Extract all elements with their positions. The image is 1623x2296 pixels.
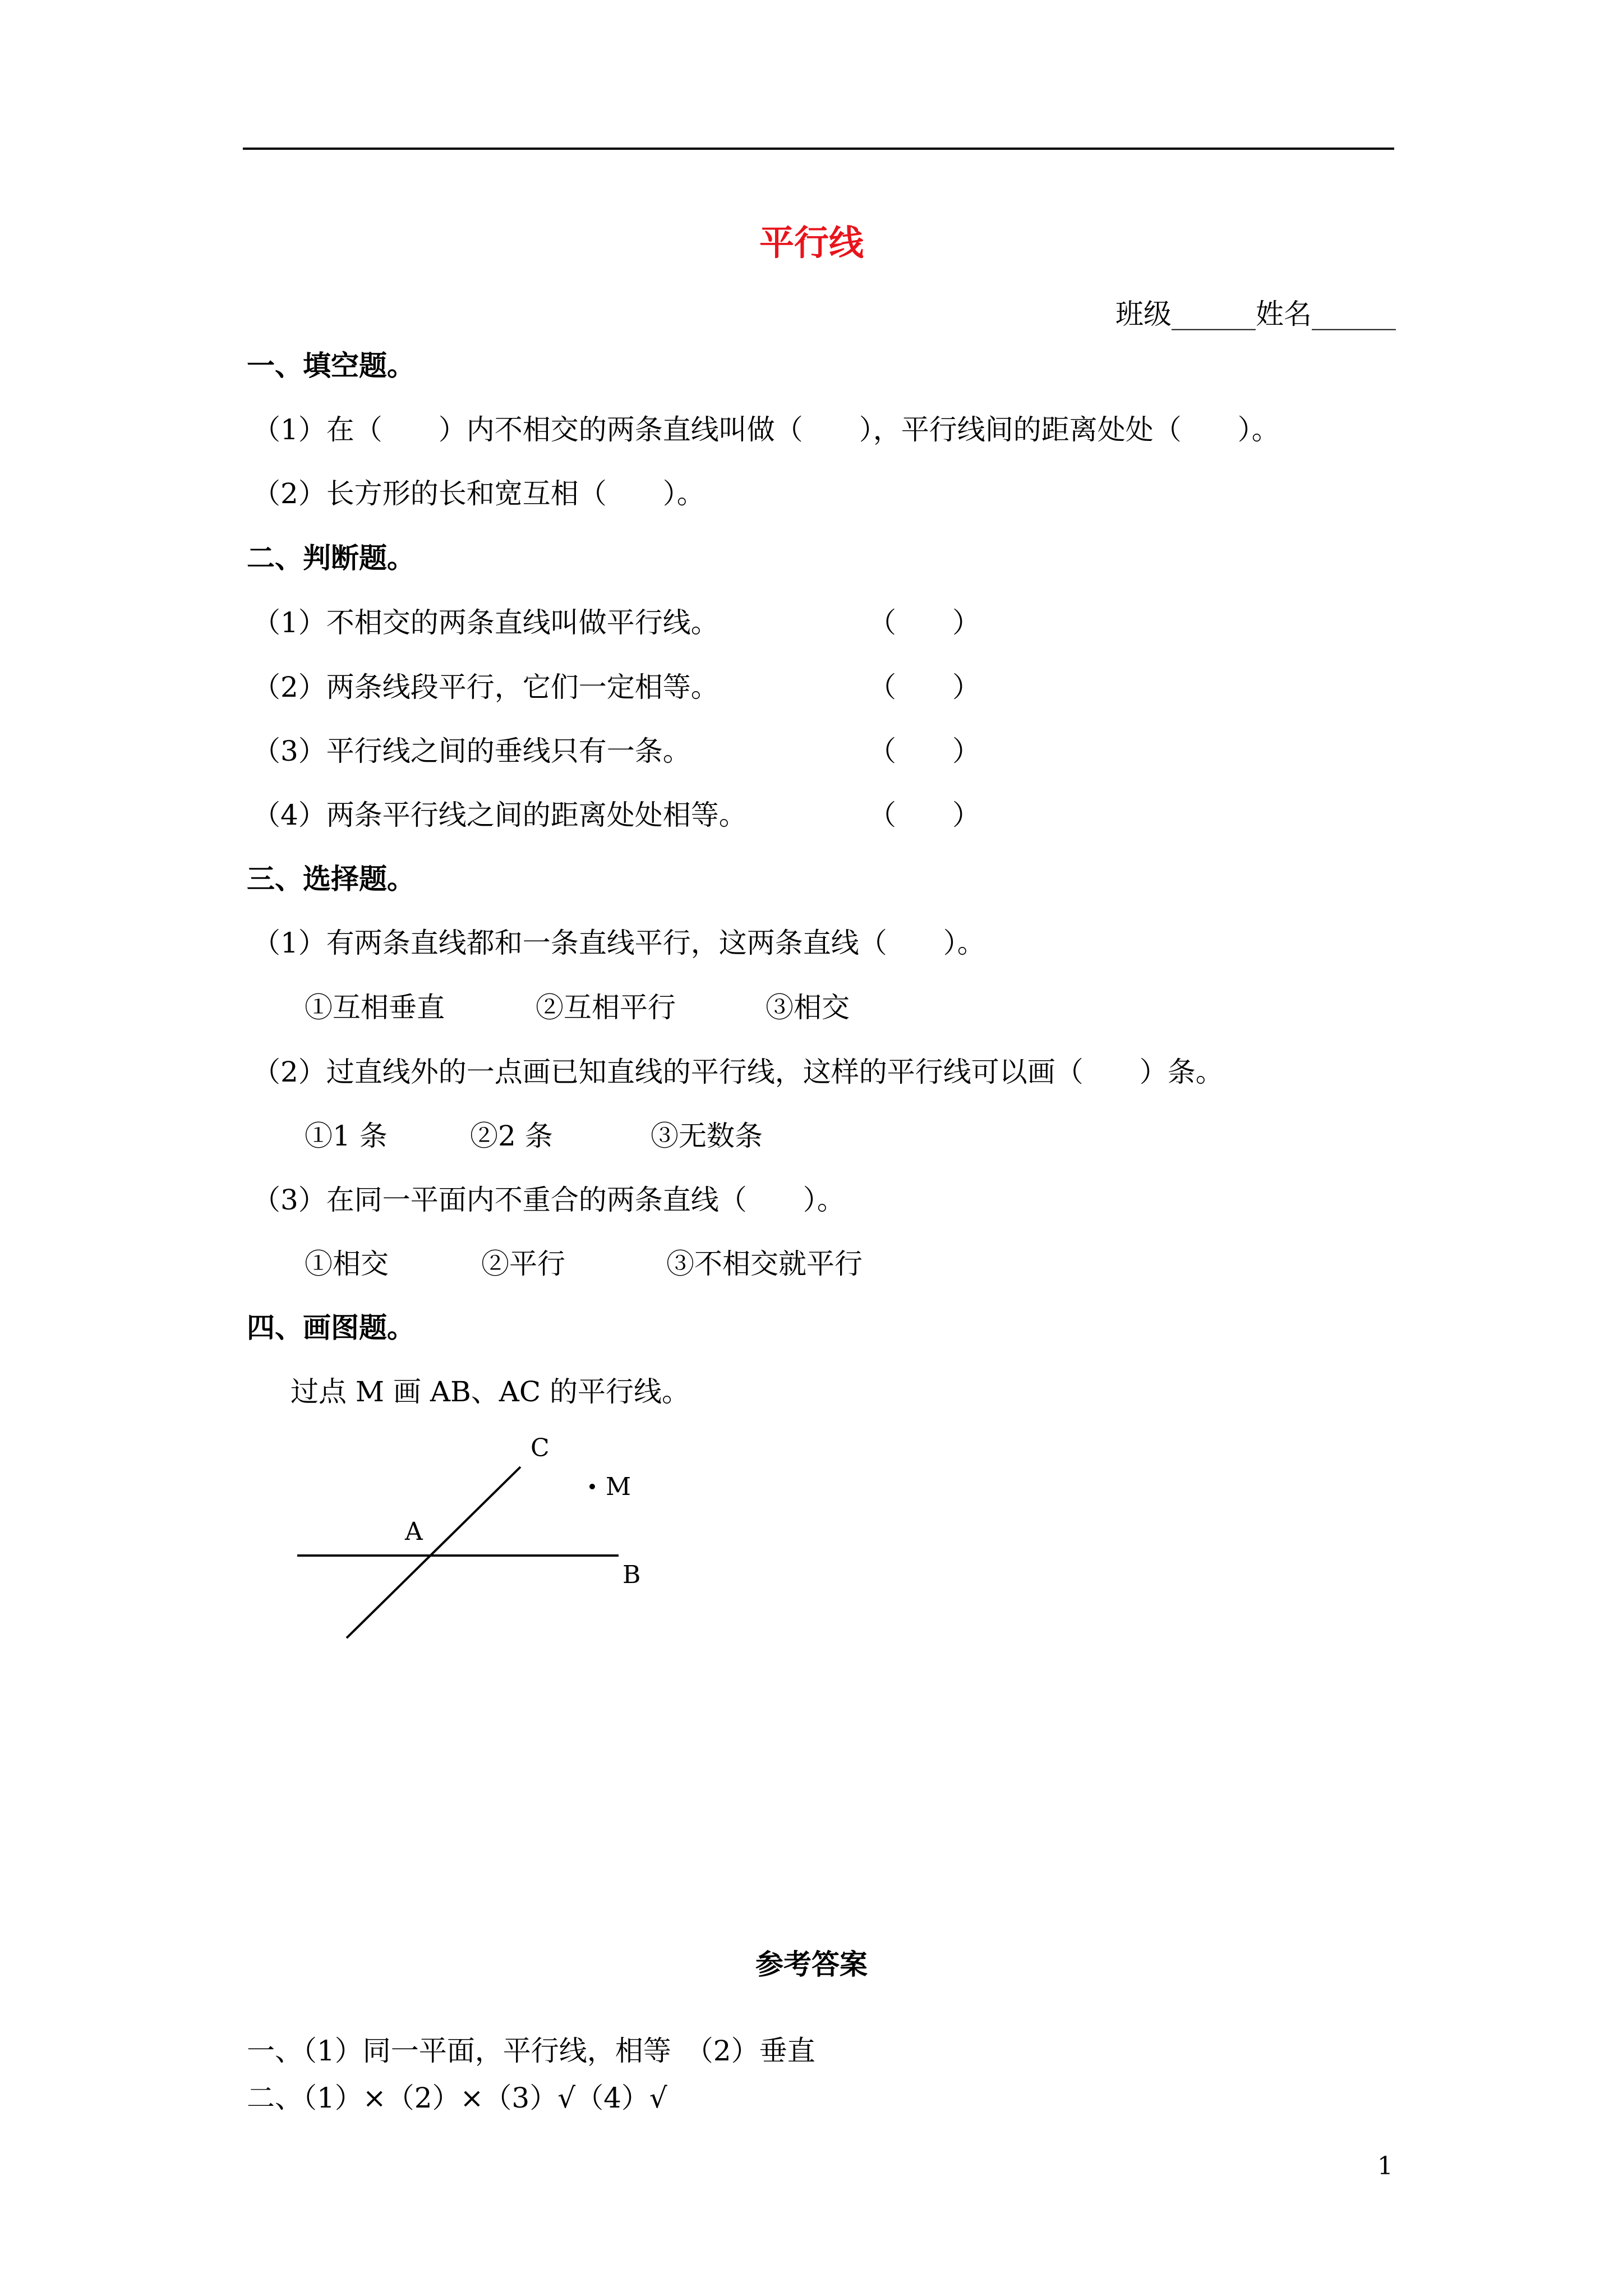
choice-2-option-2: ②2 条 <box>470 1120 553 1152</box>
judge-question-2: （2）两条线段平行，它们一定相等。 <box>252 671 719 703</box>
label-a: A <box>405 1517 423 1546</box>
section-heading-judge: 二、判断题。 <box>247 541 415 574</box>
choice-1-option-1: ①互相垂直 <box>305 991 445 1024</box>
judge-question-4: （4）两条平行线之间的距离处处相等。 <box>252 799 747 831</box>
drawing-instruction: 过点 M 画 AB、AC 的平行线。 <box>291 1375 690 1408</box>
class-name-field: 班级______姓名______ <box>1115 298 1396 330</box>
choice-3-option-2: ②平行 <box>481 1248 565 1280</box>
choice-1-option-3: ③相交 <box>766 991 850 1024</box>
judge-blank-1: （ ） <box>868 606 980 639</box>
choice-3-option-1: ①相交 <box>305 1248 389 1280</box>
geometry-figure <box>280 1414 673 1649</box>
label-b: B <box>623 1561 641 1589</box>
label-c: C <box>531 1434 550 1462</box>
choice-question-3: （3）在同一平面内不重合的两条直线（ ）。 <box>252 1184 845 1216</box>
judge-blank-4: （ ） <box>868 799 980 831</box>
answer-line-1: 一、（1）同一平面，平行线，相等 （2）垂直 <box>247 2035 815 2067</box>
label-m: M <box>606 1473 631 1501</box>
page-number: 1 <box>1377 2152 1393 2180</box>
answers-heading: 参考答案 <box>755 1948 868 1981</box>
page-title: 平行线 <box>759 222 864 263</box>
choice-1-option-2: ②互相平行 <box>536 991 676 1024</box>
choice-3-option-3: ③不相交就平行 <box>666 1248 863 1280</box>
line-ac <box>347 1467 520 1638</box>
choice-question-1: （1）有两条直线都和一条直线平行，这两条直线（ ）。 <box>252 927 985 959</box>
judge-blank-3: （ ） <box>868 735 980 767</box>
choice-question-2: （2）过直线外的一点画已知直线的平行线，这样的平行线可以画（ ）条。 <box>252 1056 1224 1088</box>
section-heading-drawing: 四、画图题。 <box>247 1311 415 1344</box>
judge-blank-2: （ ） <box>868 671 980 703</box>
answer-line-2: 二、（1）×（2）×（3）√（4）√ <box>247 2082 667 2114</box>
section-heading-choice: 三、选择题。 <box>247 862 415 895</box>
judge-question-3: （3）平行线之间的垂线只有一条。 <box>252 735 691 767</box>
section-heading-fill-in: 一、填空题。 <box>247 349 415 382</box>
choice-2-option-1: ①1 条 <box>305 1120 388 1152</box>
fill-question-1: （1）在（ ）内不相交的两条直线叫做（ ），平行线间的距离处处（ ）。 <box>252 413 1280 446</box>
point-m-dot <box>589 1484 595 1489</box>
header-rule <box>243 148 1394 150</box>
choice-2-option-3: ③无数条 <box>651 1120 763 1152</box>
fill-question-2: （2）长方形的长和宽互相（ ）。 <box>252 477 705 510</box>
judge-question-1: （1）不相交的两条直线叫做平行线。 <box>252 606 719 639</box>
